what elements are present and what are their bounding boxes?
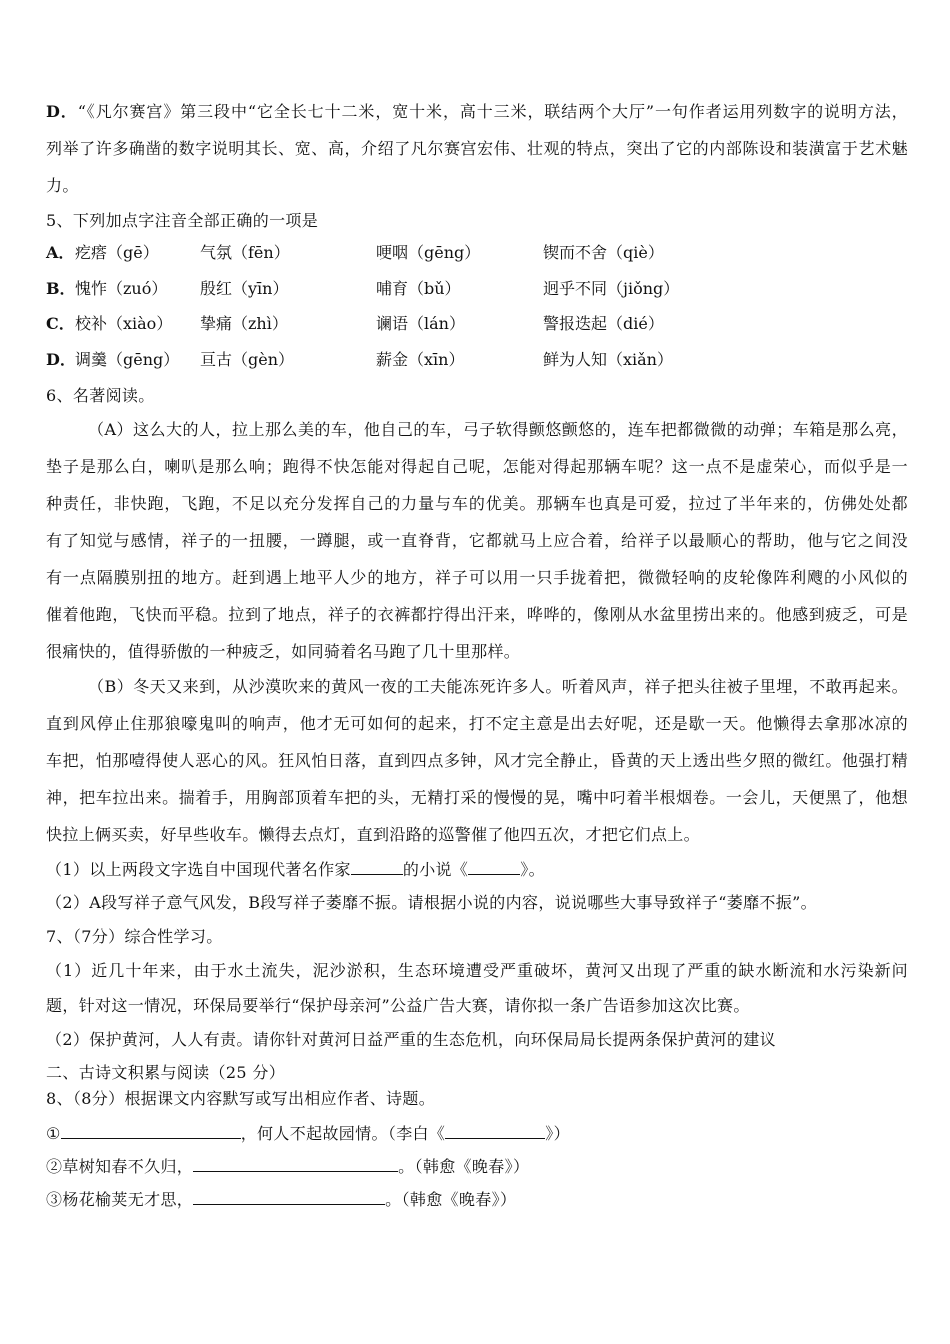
poem-line-answer-blank[interactable] [193,1155,398,1172]
q5-option-item: 殷红（yīn） [200,279,289,298]
q5-option-item: 薪金（xīn） [376,350,465,369]
q4-option-d-line1 [46,101,908,123]
q7-sub2: （2）保护黄河，人人有责。请你针对黄河日益严重的生态危机，向环保局局长提两条保护黄河的建议 [46,1030,776,1049]
passage-a-line: 催着他跑，飞快而平稳。拉到了地点，祥子的衣裤都拧得出汗来，哗哗的，像刚从水盆里捞出来的。他感到疲乏，可是 [46,605,908,624]
passage-a-line: 很痛快的，值得骄傲的一种疲乏，如同骑着名马跑了几十里那样。 [46,642,521,661]
q4-option-d-line2: 列举了许多确凿的数字说明其长、宽、高，介绍了凡尔赛宫宏伟、壮观的特点，突出了它的内部陈设和装潢富于艺术魅 [46,139,908,158]
q4-option-d-label: D． [46,102,78,121]
q5-option-label: B． [46,279,76,298]
q8-item1-end: 》） [545,1124,570,1143]
q7-stem: 7、（7分）综合性学习。 [46,927,223,946]
q5-option-label: C． [46,314,75,333]
q5-option-item: 锲而不舍（qiè） [543,243,664,262]
q8-item2 [46,1155,908,1177]
q5-option-label: D． [46,350,76,369]
q8-item2-text: ②草树知春不久归， [46,1157,194,1176]
passage-b-line: 车把，怕那噎得使人恶心的风。狂风怕日落，直到四点多钟，风才完全静止，昏黄的天上透出些夕照的微红。他强打精 [46,751,908,770]
poem-line-answer-blank[interactable] [193,1188,385,1205]
q8-item1-number: ① [46,1124,61,1143]
q5-option-item: 警报迭起（dié） [543,314,664,333]
passage-a-line: （A）这么大的人，拉上那么美的车，他自己的车，弓子软得颤悠颤悠的，连车把都微微的动弹；车箱是那么亮， [88,420,908,439]
q5-option-item: 迥乎不同（jiǒng） [543,279,680,298]
q4-option-d-line3: 力。 [46,176,79,195]
q5-stem: 5、下列加点字注音全部正确的一项是 [46,211,319,230]
q6-sub2: （2）A段写祥子意气风发，B段写祥子萎靡不振。请根据小说的内容，说说哪些大事导致祥子“萎靡不振”。 [46,893,818,912]
q6-sub1-text3: 》。 [520,860,545,879]
passage-a-line: 垫子是那么白，喇叭是那么响；跑得不快怎能对得起自己呢，怎能对得起那辆车呢？这一点不是虚荣心，而似乎是一 [46,457,908,476]
q5-option-item: 气氛（fēn） [200,243,290,262]
passage-b-line: （B）冬天又来到，从沙漠吹来的黄风一夜的工夫能冻死许多人。听着风声，祥子把头往被子里埋，不敢再起来。 [88,677,908,696]
q8-item3 [46,1188,908,1210]
passage-b-line: 神，把车拉出来。揣着手，用胸部顶着车把的头，无精打采的慢慢的晃，嘴中叼着半根烟卷。一会儿，天便黑了，他想 [46,788,908,807]
q6-stem: 6、名著阅读。 [46,386,155,405]
passage-b-line: 直到风停止住那狼嚎鬼叫的响声，他才无可如何的起来，打不定主意是出去好呢，还是歇一天。他懒得去拿那冰凉的 [46,714,908,733]
q4-option-d-text1: “《凡尔赛宫》第三段中“它全长七十二米，宽十米，高十三米，联结两个大厅”一句作者运用列数字的说明方法， [77,102,908,121]
passage-a-line: 种责任，非快跑，飞跑，不足以充分发挥自己的力量与车的优美。那辆车也真是可爱，拉过了半年来的，仿佛处处都 [46,494,908,513]
q5-option-item: 挚痛（zhì） [200,314,288,333]
q8-item1 [46,1122,908,1144]
novel-title-answer-blank[interactable] [468,858,520,875]
q5-option-item: 愧怍（zuó） [75,279,168,298]
q5-option-item: 哽咽（gēng） [376,243,481,262]
q5-option-item: 疙瘩（gē） [75,243,159,262]
q8-item2-source: 。（韩愈《晚春》） [398,1157,530,1176]
author-answer-blank[interactable] [351,858,403,875]
q8-stem: 8、（8分）根据课文内容默写或写出相应作者、诗题。 [46,1089,436,1108]
q5-option-label: A． [46,243,75,262]
q8-item3-source: 。（韩愈《晚春》） [385,1190,517,1209]
q5-option-item: 谰语（lán） [376,314,465,333]
q5-option-item: 亘古（gèn） [200,350,295,369]
q7-sub1-line2: 题，针对这一情况，环保局要举行“保护母亲河”公益广告大赛，请你拟一条广告语参加这次比赛。 [46,996,750,1015]
passage-a-line: 有了知觉与感情，祥子的一扭腰，一蹲腿，或一直脊背，它都就马上应合着，给祥子以最顺心的帮助，他与它之间没 [46,531,908,550]
section-title: 二、古诗文积累与阅读（25 分） [46,1063,286,1082]
passage-b-line: 快拉上俩买卖，好早些收车。懒得去点灯，直到沿路的巡警催了他四五次，才把它们点上。 [46,825,701,844]
q6-sub1-text2: 的小说《 [402,860,469,879]
q6-sub1 [46,858,908,880]
poem-title-answer-blank[interactable] [445,1122,545,1139]
q6-sub1-text: （1）以上两段文字选自中国现代著名作家 [46,860,351,879]
poem-line-answer-blank[interactable] [61,1122,241,1139]
q5-option-item: 鲜为人知（xiǎn） [543,350,673,369]
q8-item3-text: ③杨花榆荚无才思， [46,1190,194,1209]
q5-option-item: 哺育（bǔ） [376,279,461,298]
passage-a-line: 有一点隔膜别扭的地方。赶到遇上地平人少的地方，祥子可以用一只手拢着把，微微轻响的皮轮像阵利飕的小风似的 [46,568,908,587]
q7-sub1-line1: （1）近几十年来，由于水土流失，泥沙淤积，生态环境遭受严重破坏，黄河又出现了严重的缺水断流和水污染新问 [46,961,908,980]
q5-option-item: 校补（xiào） [75,314,173,333]
q8-item1-text: ，何人不起故园情。（李白《 [240,1124,446,1143]
q5-option-item: 调羹（gēng） [75,350,180,369]
